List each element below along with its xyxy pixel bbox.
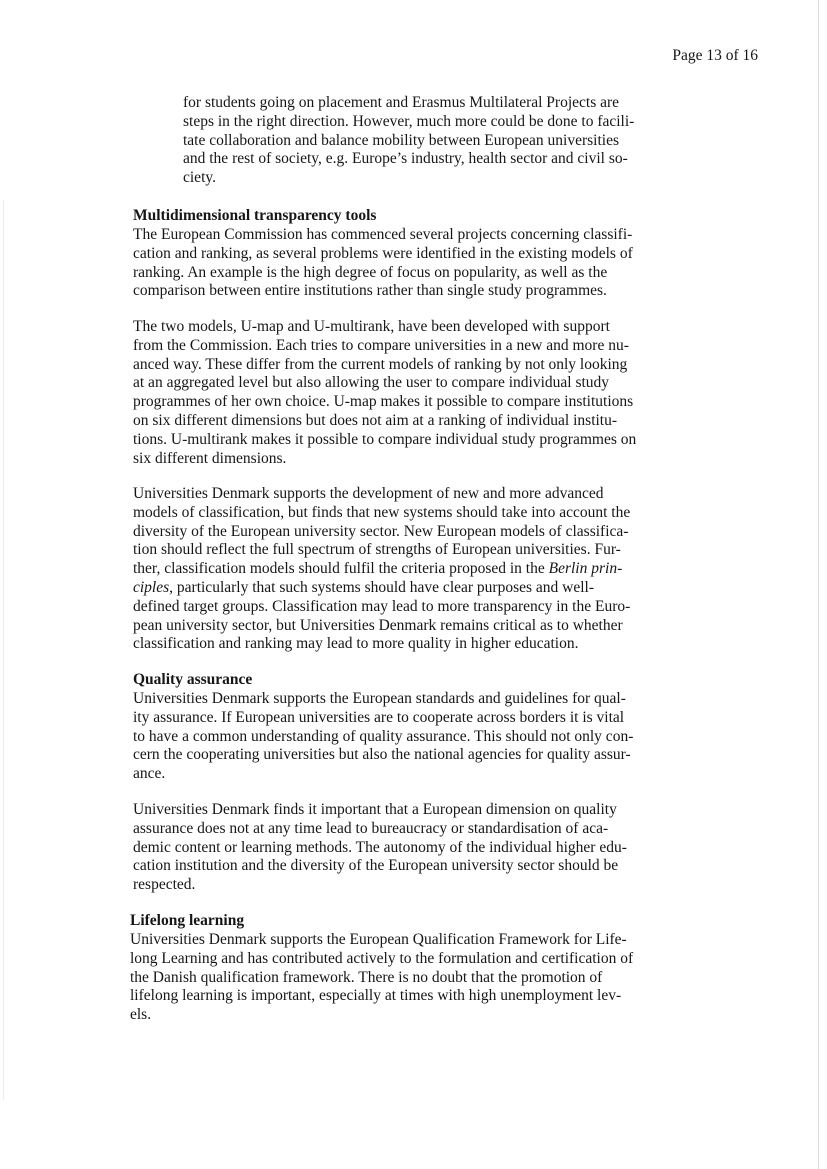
paragraph-line: at an aggregated level but also allowing the user to compare individual study: [133, 374, 610, 392]
paragraph-line: cern the cooperating universities but also the national agencies for quality assur-: [133, 746, 631, 764]
intro-line: ciety.: [183, 169, 216, 187]
paragraph-line: [133, 579, 630, 598]
paragraph-line: long Learning and has contributed actively to the formulation and certification of: [130, 949, 634, 967]
paragraph-line: [133, 560, 630, 579]
paragraph-line: pean university sector, but Universities Denmark remains critical as to whether: [133, 616, 623, 634]
lifelong-paragraph-1: [130, 931, 633, 1025]
paragraph-line: from the Commission. Each tries to compare universities in a new and more nu-: [133, 336, 629, 354]
intro-line: for students going on placement and Erasmus Multilateral Projects are: [183, 94, 620, 111]
paragraph-line: programmes of her own choice. U-map makes it possible to compare institutions: [133, 393, 634, 411]
intro-line: and the rest of society, e.g. Europe’s industry, health sector and civil so-: [183, 150, 628, 168]
intro-line: tate collaboration and balance mobility between European universities: [183, 131, 619, 149]
paragraph-line: tion should reflect the full spectrum of strengths of European universities. Fur-: [133, 541, 621, 559]
paragraph-line: The European Commission has commenced several projects concerning classifi-: [133, 226, 633, 243]
paragraph-line: the Danish qualification framework. There is no doubt that the promotion of: [130, 968, 603, 986]
section-heading-lifelong: Lifelong learning: [130, 912, 245, 929]
paragraph-line: classification and ranking may lead to more quality in higher education.: [133, 635, 579, 653]
scan-edge-left: [3, 200, 4, 1100]
paragraph-line: respected.: [133, 876, 196, 894]
paragraph-line: ranking. An example is the high degree of focus on popularity, as well as the: [133, 263, 608, 281]
transparency-paragraph-3: [133, 485, 630, 654]
paragraph-line: cation and ranking, as several problems were identified in the existing models of: [133, 244, 633, 262]
section-heading-transparency: Multidimensional transparency tools: [133, 207, 377, 224]
paragraph-line: diversity of the European university sector. New European models of classifica-: [133, 522, 629, 540]
transparency-paragraph-2: [133, 318, 636, 468]
paragraph-line: anced way. These differ from the current models of ranking by not only looking: [133, 355, 628, 373]
paragraph-line: models of classification, but finds that new systems should take into account the: [133, 503, 631, 521]
paragraph-line: on six different dimensions but does not aim at a ranking of individual institu-: [133, 411, 618, 429]
paragraph-line: Universities Denmark supports the European standards and guidelines for qual-: [133, 690, 626, 707]
paragraph-line: defined target groups. Classification may lead to more transparency in the Euro-: [133, 597, 631, 615]
berlin-principles-italic: ciples: [133, 578, 170, 596]
transparency-paragraph-1: [133, 226, 633, 301]
paragraph-line: assurance does not at any time lead to bureaucracy or standardisation of aca-: [133, 819, 609, 837]
paragraph-line: to have a common understanding of quality assurance. This should not only con-: [133, 727, 634, 745]
scan-edge-right: [818, 0, 819, 1169]
paragraph-line: cation institution and the diversity of the European university sector should be: [133, 857, 619, 875]
paragraph-line: six different dimensions.: [133, 449, 287, 467]
paragraph-line: lifelong learning is important, especially at times with high unemployment lev-: [130, 987, 622, 1005]
paragraph-line: ance.: [133, 765, 166, 783]
section-heading-quality: Quality assurance: [133, 671, 253, 688]
intro-line: steps in the right direction. However, much more could be done to facili-: [183, 112, 635, 130]
text-run: ther, classification models should fulfil the criteria proposed in the: [133, 560, 549, 578]
paragraph-line: demic content or learning methods. The autonomy of the individual higher edu-: [133, 838, 627, 856]
paragraph-line: The two models, U-map and U-multirank, have been developed with support: [133, 318, 610, 335]
paragraph-line: els.: [130, 1006, 152, 1024]
quality-paragraph-1: [133, 690, 633, 784]
text-run: , particularly that such systems should have clear purposes and well-: [169, 578, 594, 596]
intro-paragraph: [183, 94, 634, 188]
quality-paragraph-2: [133, 801, 627, 895]
paragraph-line: Universities Denmark finds it important that a European dimension on quality: [133, 801, 617, 818]
paragraph-line: tions. U-multirank makes it possible to compare individual study programmes on: [133, 430, 637, 448]
berlin-principles-italic: Berlin prin-: [548, 560, 623, 578]
paragraph-line: Universities Denmark supports the European Qualification Framework for Life-: [130, 931, 627, 948]
paragraph-line: Universities Denmark supports the development of new and more advanced: [133, 485, 604, 502]
page-number: Page 13 of 16: [672, 47, 758, 64]
paragraph-line: ity assurance. If European universities are to cooperate across borders it is vital: [133, 708, 625, 726]
paragraph-line: comparison between entire institutions rather than single study programmes.: [133, 282, 607, 300]
